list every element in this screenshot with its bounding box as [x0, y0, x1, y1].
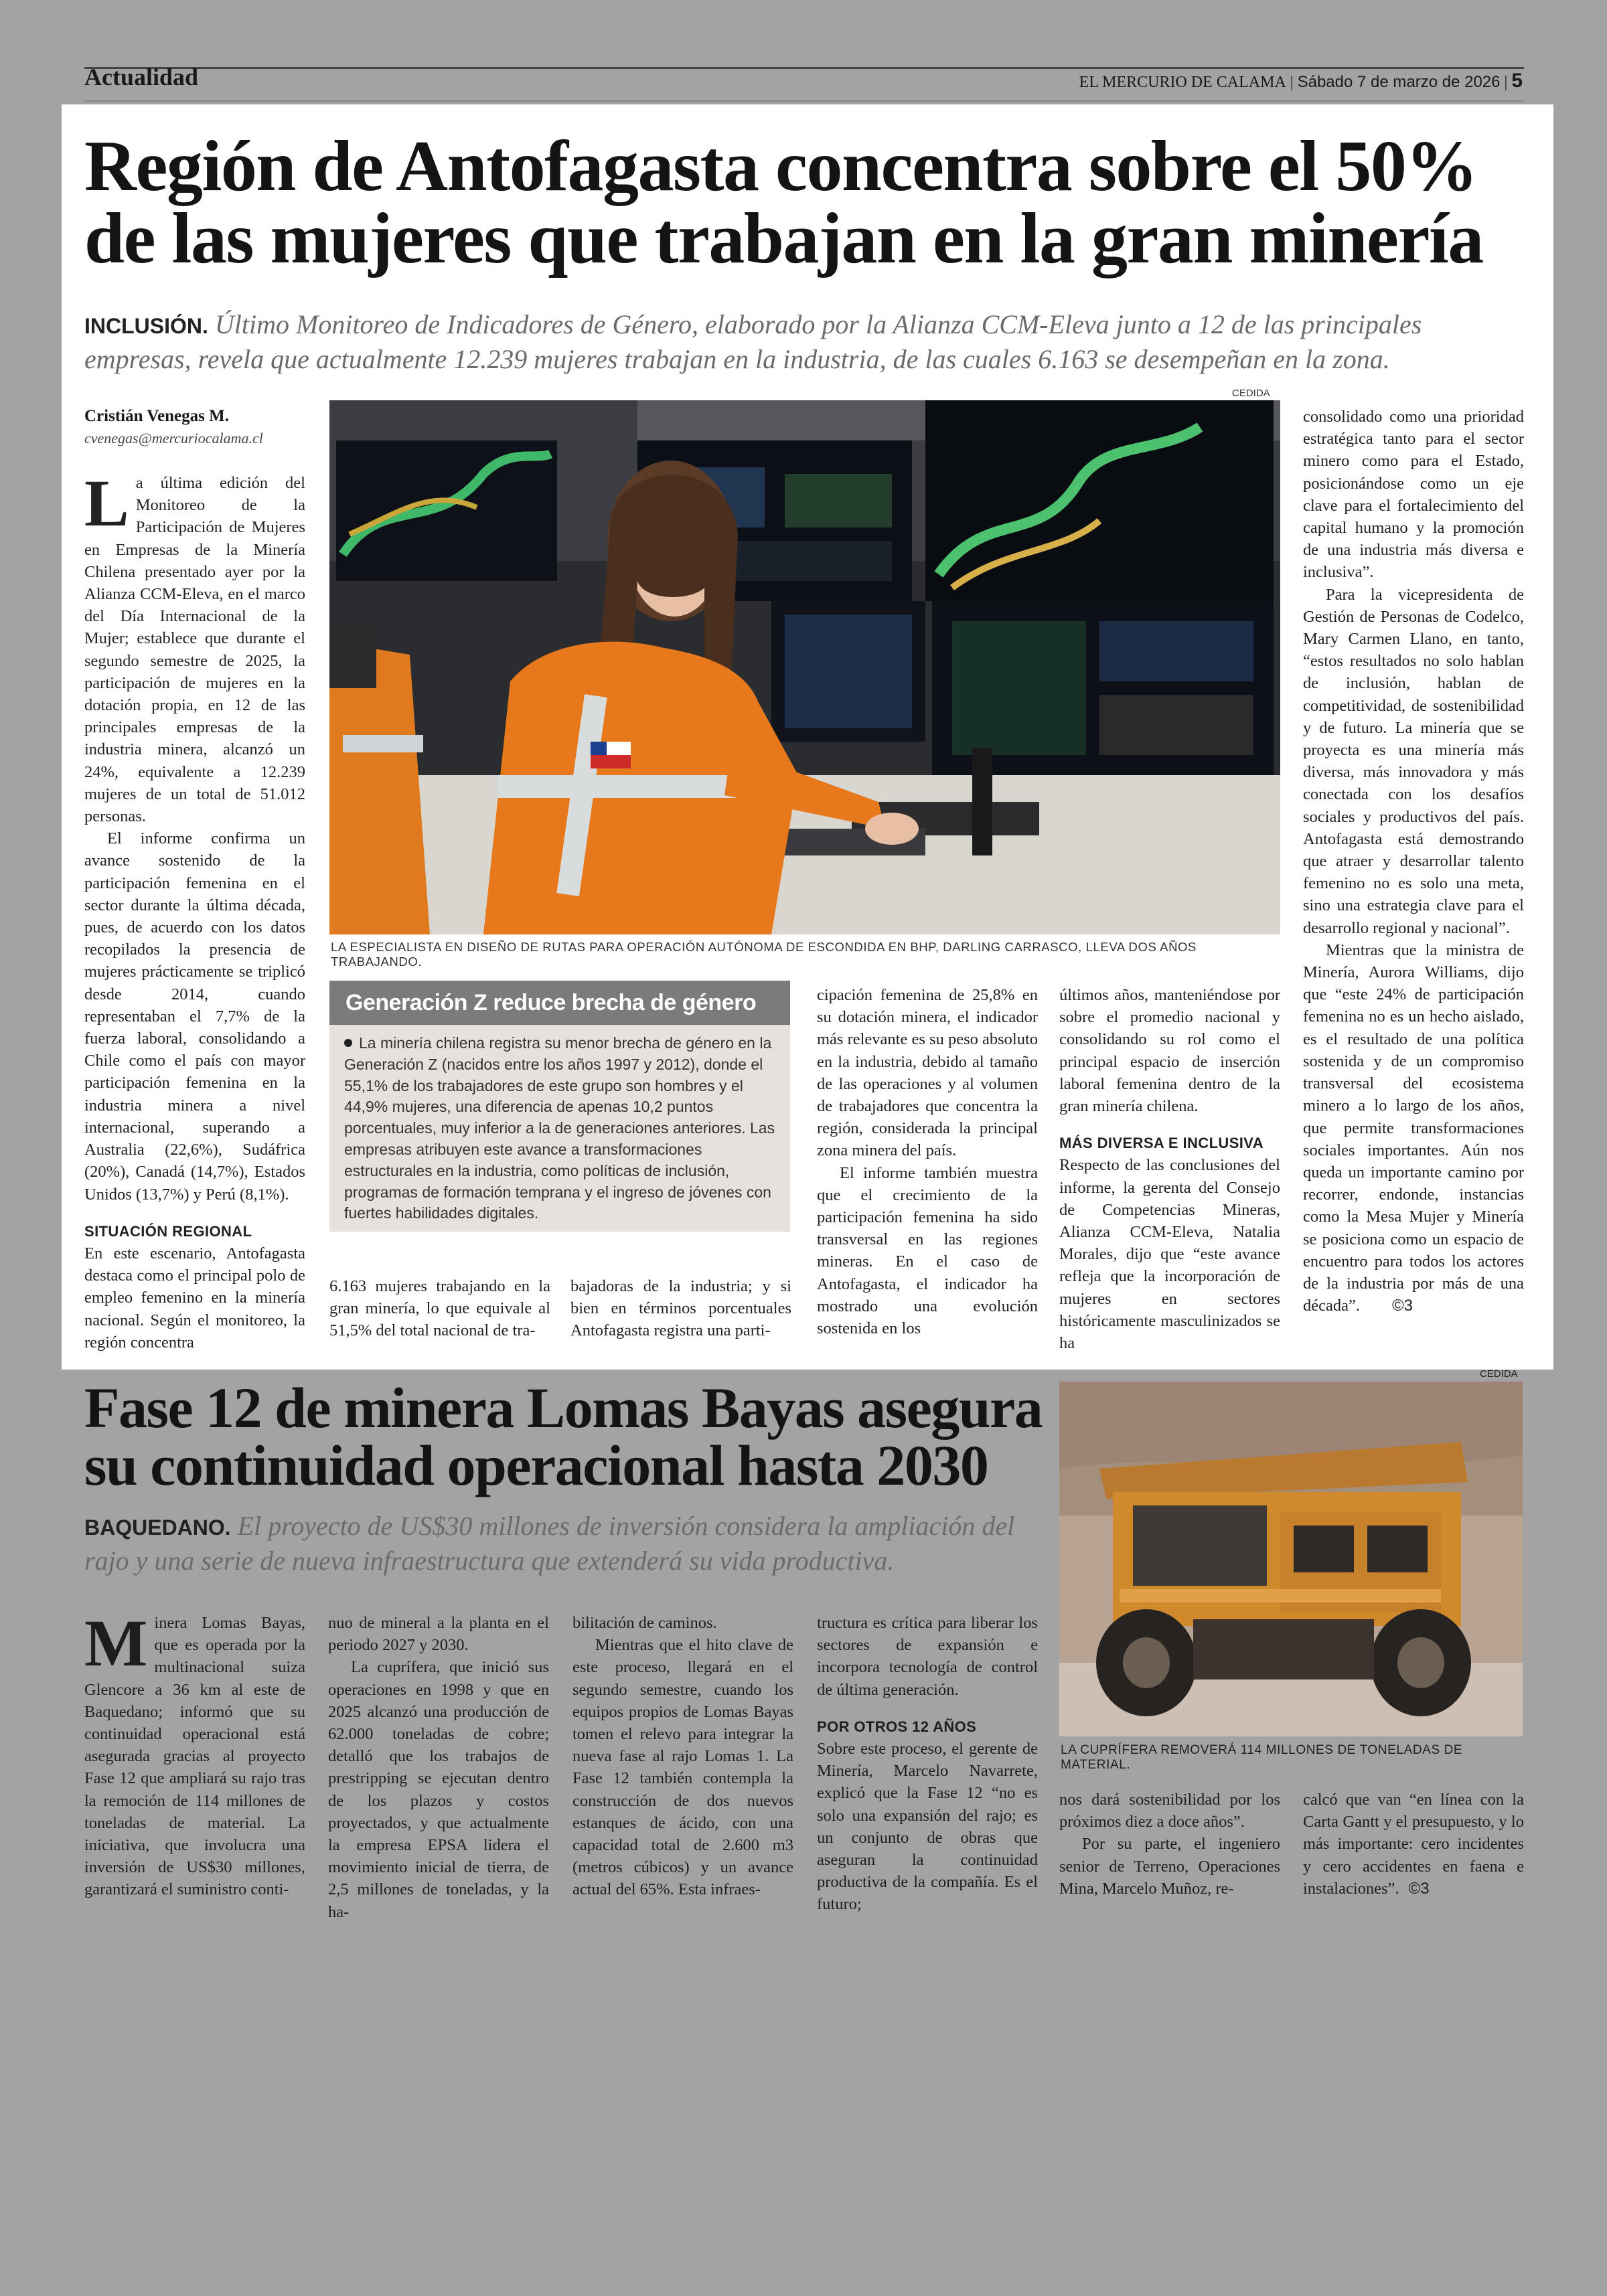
photo-mining-truck [1059, 1382, 1523, 1736]
author-email[interactable]: cvenegas@mercuriocalama.cl [84, 430, 263, 446]
article-2-column-4 [817, 1612, 1038, 1916]
paragraph: bajadoras de la industria; y si bien en términos porcentuales Antofagasta registra una parti- [570, 1277, 791, 1340]
sidebar-box-title: Generación Z reduce brecha de género [329, 981, 790, 1025]
article-2-kicker: BAQUEDANO. [84, 1515, 231, 1540]
paragraph: tructura es crítica para liberar los sectores de expansión e incorpora tecnología de control de última generación. [817, 1614, 1038, 1699]
paragraph [1303, 939, 1524, 1317]
drop-cap: M [84, 1606, 148, 1680]
paragraph-text: Mientras que la ministra de Minería, Aurora Williams, dijo que “este 24% de participación femenina no es un hecho aislado, es el resultado de una política sostenida y de un compromiso transversal del ecosistema minero a lo largo de los años, que permite transformaciones sociales importantes. Aún nos queda un importante camino por recorrer, endonde, instancias como la Mesa Mujer y Minería se posiciona como un espacio de encuentro para todos los actores de la industria por más de una década”. [1303, 940, 1524, 1315]
subheading-mas-diversa: MÁS DIVERSA E INCLUSIVA [1059, 1135, 1264, 1152]
article-1-right-column [1303, 406, 1524, 1317]
paragraph: consolidado como una prioridad estratégica tanto para el sector minero como para el Estado, posicionándose como un eje clave para el fortalecimiento del capital humano y la promoción de una industria más diversa e inclusiva”. [1303, 408, 1524, 582]
article-1-column-5 [1059, 984, 1280, 1354]
paragraph: a última edición del Monitoreo de la Participación de Mujeres en Empresas de la Minería Chilena presentado ayer por la Alianza CCM-Eleva, en el marco del Día Internacional de la Mujer; establece que durante el segundo semestre de 2025, la participación de mujeres en la dotación propia, en 12 de las principales empresas de la industria minera, alcanzó un 24%, equivalente a 12.239 mujeres de un total de 51.012 personas. [84, 474, 305, 826]
article-1-lede-text: Último Monitoreo de Indicadores de Género, elaborado por la Alianza CCM-Eleva junto a 12 de las principales empresas, revela que actualmente 12.239 mujeres trabajan en la industria, de las cuales 6.163 se desempeñan en la zona. [84, 309, 1422, 374]
separator: | [1504, 74, 1508, 91]
paragraph: nuo de mineral a la planta en el periodo 2027 y 2030. [328, 1614, 549, 1655]
separator: | [1290, 74, 1294, 91]
paragraph: Sobre este proceso, el gerente de Minería, Marcelo Navarrete, explicó que la Fase 12 “no es solo una expansión del rajo; es un conjunto de obras que aseguran la continuidad productiva de la compañía. Es el futuro; [817, 1740, 1038, 1914]
article-2-column-6 [1303, 1789, 1524, 1900]
paragraph: Por su parte, el ingeniero senior de Terreno, Operaciones Mina, Marcelo Muñoz, re- [1059, 1835, 1280, 1898]
paragraph: Respecto de las conclusiones del informe, la gerenta del Consejo de Competencias Mineras, Alianza CCM-Eleva, Natalia Morales, dijo que “este avance refleja que la incorporación de mujeres en sectores históricamente masculinizados se ha [1059, 1156, 1280, 1353]
article-2-column-2 [328, 1612, 549, 1923]
paragraph: Mientras que el hito clave de este proceso, llegará en el segundo semestre, cuando los equipos propios de Lomas Bayas tomen el relevo para integrar la nueva fase al rajo Lomas 1. La Fase 12 también contempla la construcción de dos nuevos estanques de ácido, con una capacidad total de 2.600 m3 (metros cúbicos) y un avance actual del 65%. Esta infraes- [572, 1636, 793, 1899]
paragraph: 6.163 mujeres trabajando en la gran minería, lo que equivale al 51,5% del total nacional de tra- [329, 1277, 550, 1340]
article-1-column-2 [329, 1275, 550, 1342]
end-mark: ©3 [1392, 1297, 1413, 1315]
article-2-lede [84, 1509, 1055, 1578]
article-2-column-5 [1059, 1789, 1280, 1900]
paragraph: La cuprífera, que inició sus operaciones en 1998 y que en 2025 alcanzó una producción de 62.000 toneladas de cobre; detalló que los trabajos de prestripping se ejecutan dentro de los plazos y costos proyectados, y que actualmente la empresa EPSA lidera el movimiento inicial de tierra, de 2,5 millones de toneladas, y la ha- [328, 1658, 549, 1921]
newspaper-name: EL MERCURIO DE CALAMA [1079, 74, 1286, 91]
paragraph: inera Lomas Bayas, que es operada por la multinacional suiza Glencore a 36 km al este de Baquedano; informó que su continuidad operacional está asegurada gracias al proyecto Fase 12 que ampliará su rajo tras la remoción de 114 millones de toneladas de material. La iniciativa, que involucra una inversión de US$30 millones, garantizará el suministro conti- [84, 1614, 305, 1899]
article-1-lede [84, 308, 1517, 376]
article-1-column-4 [817, 984, 1038, 1339]
sidebar-box-paragraph: La minería chilena registra su menor brecha de género en la Generación Z (nacidos entre los años 1997 y 2012), donde el 55,1% de los trabajadores de este grupo son hombres y el 44,9% mujeres, una diferencia de apenas 10,2 puntos porcentuales, muy inferior a la de generaciones anteriores. Las empresas atribuyen este avance a transformaciones estructurales en la industria, como políticas de inclusión, programas de formación temprana y el ingreso de jóvenes con fuertes habilidades digitales. [344, 1034, 775, 1222]
header-rule [84, 67, 1524, 69]
masthead [1079, 70, 1523, 92]
article-1-headline: Región de Antofagasta concentra sobre el 50% de las mujeres que trabajan en la gran minería [84, 127, 1483, 278]
article-2-column-3 [572, 1612, 793, 1901]
article-1-column-1 [84, 466, 305, 1354]
article-2-lede-text: El proyecto de US$30 millones de inversión considera la ampliación del rajo y una serie de nueva infraestructura que extenderá su vida productiva. [84, 1511, 1015, 1576]
photo-caption: LA CUPRÍFERA REMOVERÁ 114 MILLONES DE TONELADAS DE MATERIAL. [1061, 1743, 1463, 1772]
article-2-column-1 [84, 1606, 305, 1901]
article-1-column-3 [570, 1275, 791, 1342]
sidebar-box-text [344, 1033, 777, 1224]
photo-credit: CEDIDA [1480, 1368, 1518, 1380]
photo-caption: LA ESPECIALISTA EN DISEÑO DE RUTAS PARA OPERACIÓN AUTÓNOMA DE ESCONDIDA EN BHP, DARLING CARRASCO, LLEVA DOS AÑOS TRABAJANDO. [331, 940, 1197, 969]
article-2-headline: Fase 12 de minera Lomas Bayas asegura su continuidad operacional hasta 2030 [84, 1376, 1043, 1497]
photo-credit: CEDIDA [1232, 388, 1270, 399]
paragraph: El informe también muestra que el crecimiento de la participación femenina ha sido transversal en las regiones mineras. En el caso de Antofagasta, el indicador ha mostrado una evolución sostenida en los [817, 1163, 1038, 1338]
paragraph: El informe confirma un avance sostenido de la participación femenina en el sector durante la última década, pues, de acuerdo con los datos recopilados la presencia de mujeres prácticamente se triplicó desde 2014, cuando representaban el 7,7% de la fuerza laboral, consolidando a Chile como el país con mayor participación femenina en la industria minera a nivel internacional, superando a Australia (22,6%), Sudáfrica (20%), Canadá (14,7%), Estados Unidos (13,7%) y Perú (8,1%). [84, 829, 305, 1204]
paragraph: Para la vicepresidenta de Gestión de Personas de Codelco, Mary Carmen Llano, en tanto, “estos resultados no solo hablan de inclusión, hablan de competitividad, de sostenibilidad y de futuro. La minería que se proyecta es una minería más diversa, más innovadora y más conectada con los desafíos sociales y productivos del país. Antofagasta está demostrando que atraer y desarrollar talento femenino no es solo una meta, sino una estrategia clave para el desarrollo regional y nacional”. [1303, 585, 1524, 937]
author-name: Cristián Venegas M. [84, 407, 229, 425]
issue-date: Sábado 7 de marzo de 2026 [1297, 73, 1501, 91]
drop-cap: L [84, 466, 129, 540]
paragraph: En este escenario, Antofagasta destaca como el principal polo de empleo femenino en la minería nacional. Según el monitoreo, la región concentra [84, 1244, 305, 1351]
photo-control-room-operator [329, 400, 1280, 934]
subheading-situacion-regional: SITUACIÓN REGIONAL [84, 1222, 252, 1240]
section-name: Actualidad [84, 64, 199, 90]
paragraph: calcó que van “en línea con la Carta Gantt y el presupuesto, y lo más importante: cero incidentes y cero accidentes en faena e instalaciones”. [1303, 1791, 1524, 1898]
paragraph: últimos años, manteniéndose por sobre el promedio nacional y consolidando su rol como el principal espacio de inserción laboral femenina dentro de la gran minería chilena. [1059, 986, 1280, 1116]
header-rule-lower [84, 100, 1524, 102]
bullet-icon [344, 1039, 352, 1047]
end-mark: ©3 [1408, 1879, 1430, 1898]
paragraph: nos dará sostenibilidad por los próximos diez a doce años”. [1059, 1791, 1280, 1831]
paragraph: cipación femenina de 25,8% en su dotación minera, el indicador más relevante es su peso absoluto en la industria, debido al tamaño de las operaciones y al volumen de trabajadores que concentra la región, considerada la principal zona minera del país. [817, 986, 1038, 1160]
page-number: 5 [1511, 70, 1523, 92]
paragraph: bilitación de caminos. [572, 1614, 717, 1632]
subheading-por-otros-12-anos: POR OTROS 12 AÑOS [817, 1718, 977, 1735]
article-1-kicker: INCLUSIÓN. [84, 314, 208, 338]
